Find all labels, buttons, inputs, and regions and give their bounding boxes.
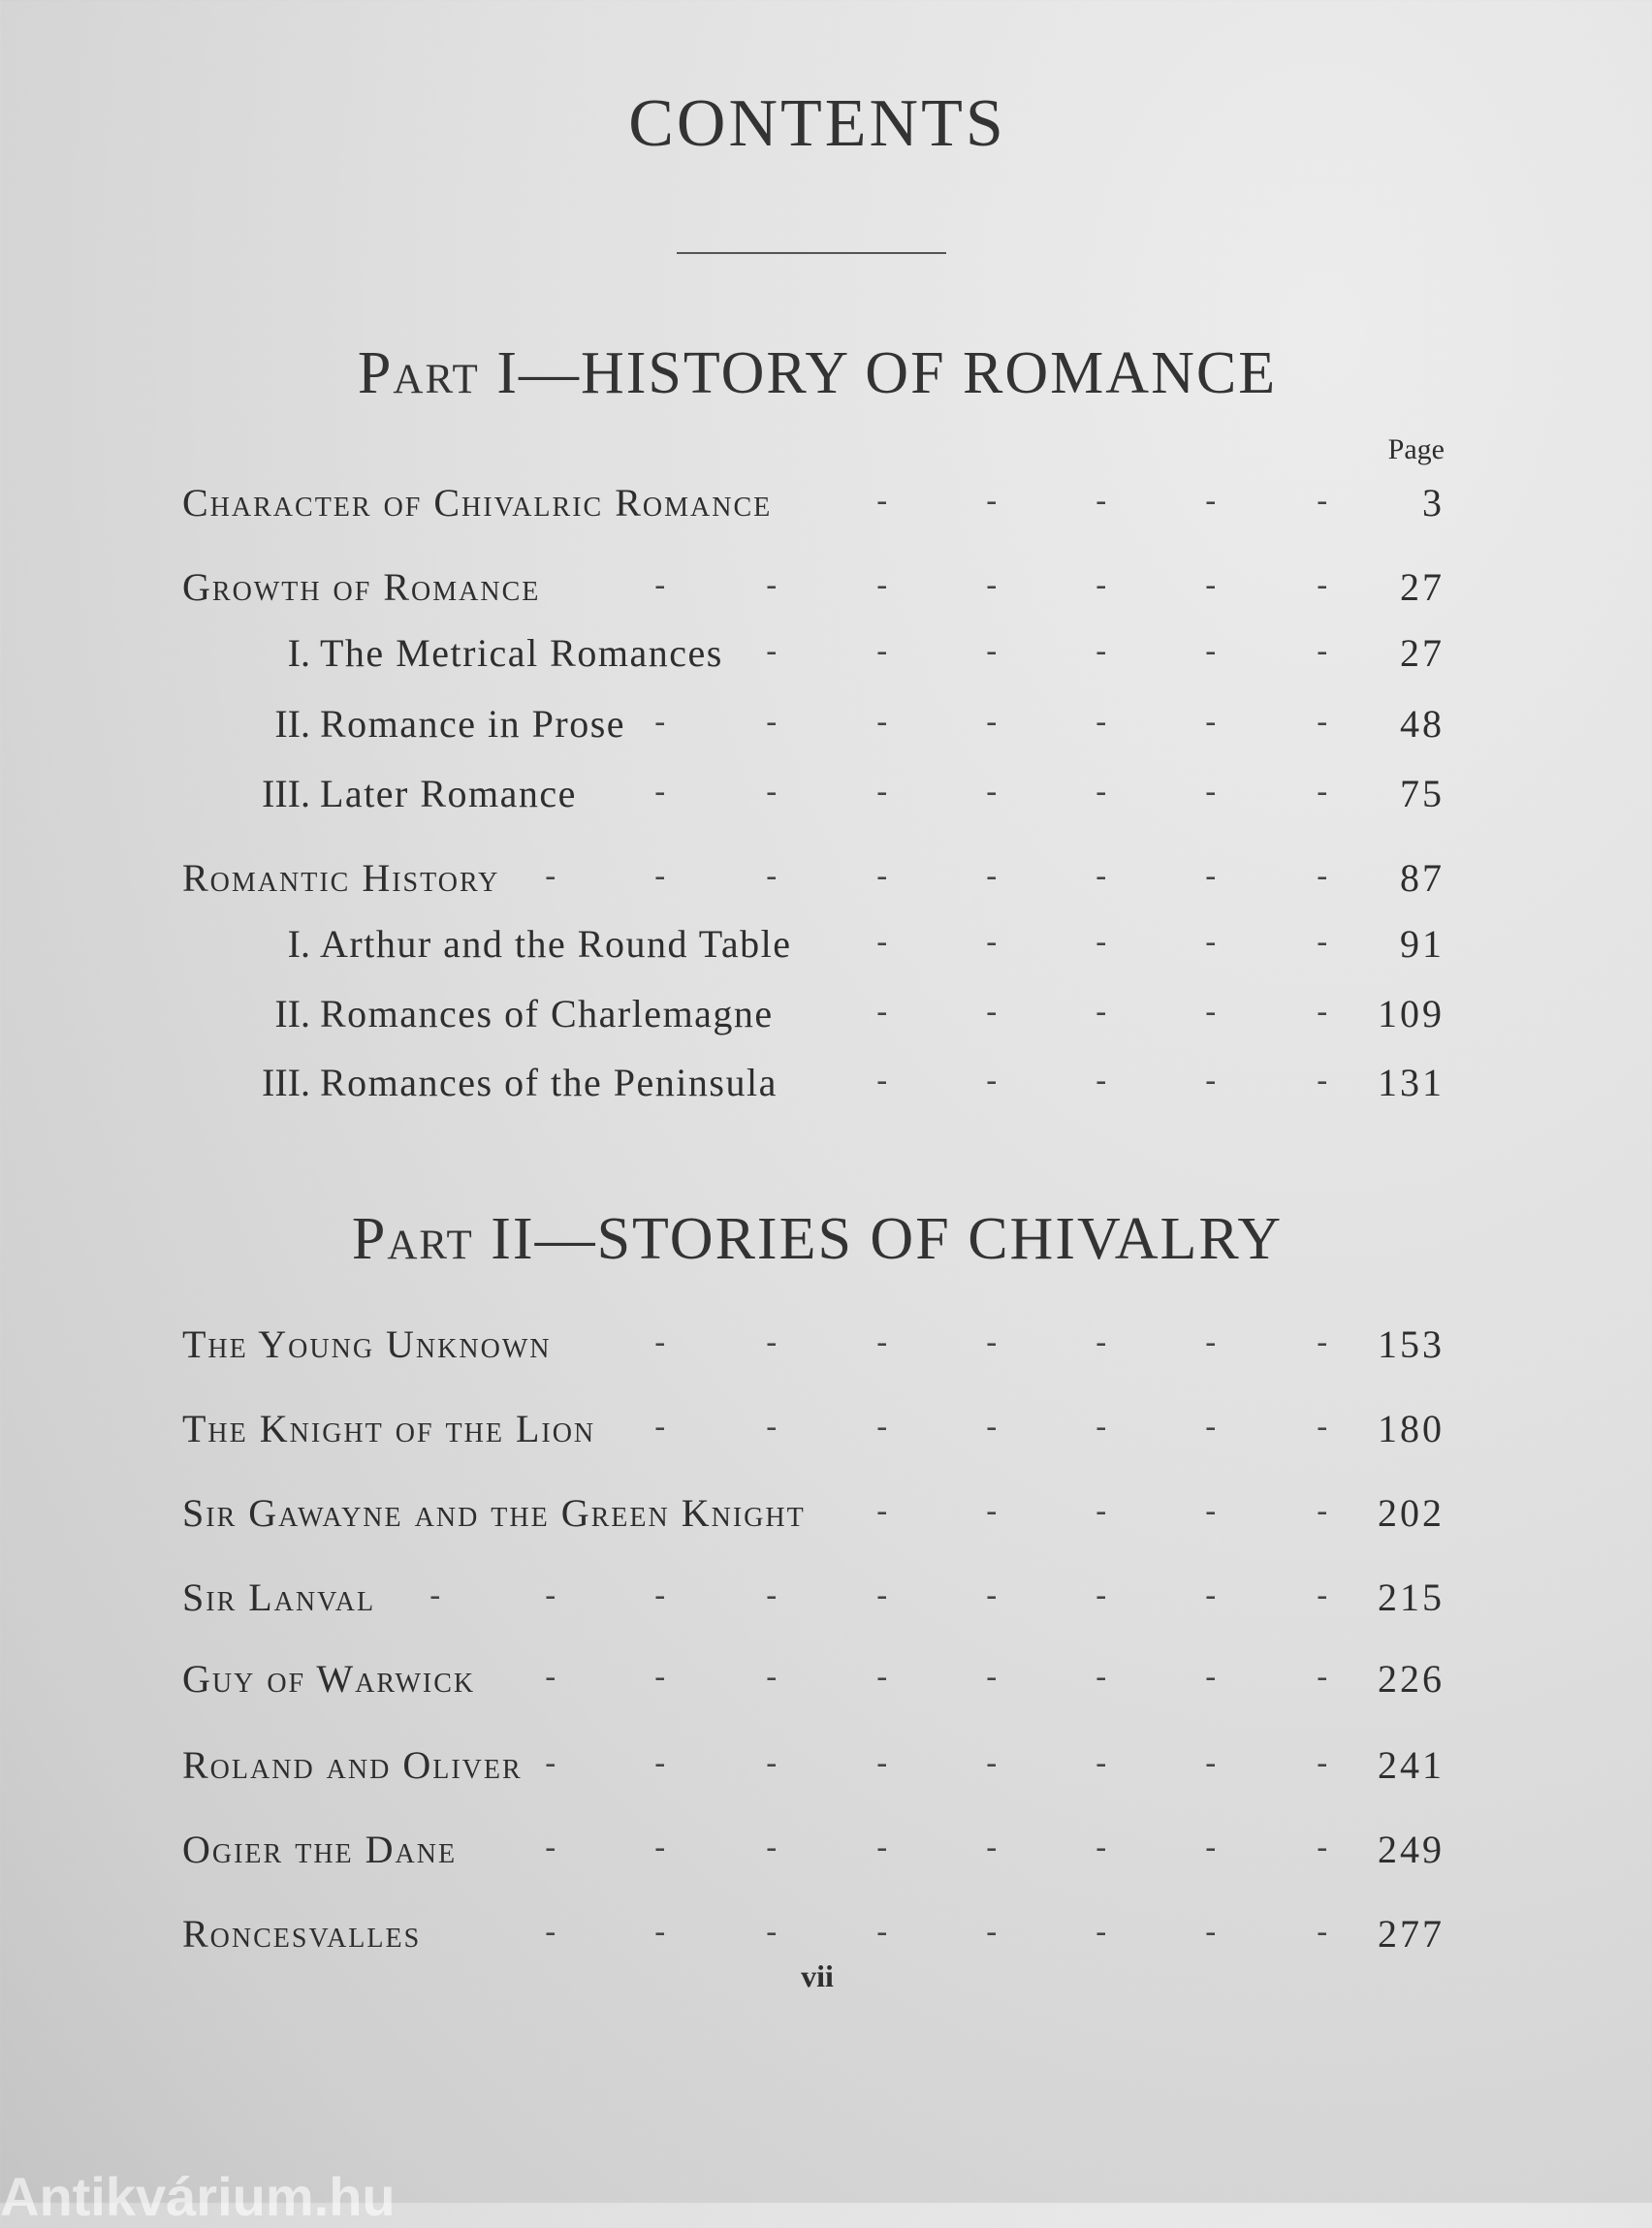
- leader-dash: -: [986, 1913, 998, 1952]
- leader-dash: -: [766, 703, 778, 742]
- leader-dash: -: [876, 993, 888, 1032]
- entry-page: 27: [1400, 565, 1445, 609]
- leader-dash: -: [545, 1744, 556, 1783]
- leader-dash: -: [1096, 1658, 1107, 1697]
- leader-dash: -: [545, 1576, 556, 1615]
- leader-dash: -: [986, 1492, 998, 1531]
- entry-title: Guy of Warwick: [182, 1657, 476, 1701]
- leader-dash: -: [1096, 1576, 1107, 1615]
- entry-page: 241: [1378, 1743, 1445, 1787]
- leader-dash: -: [1205, 923, 1217, 962]
- leader-dash: -: [1317, 1658, 1328, 1697]
- entry-page: 277: [1378, 1912, 1445, 1956]
- leader-dash: -: [876, 1408, 888, 1447]
- entry-title: Arthur and the Round Table: [320, 922, 792, 966]
- leader-dash: -: [876, 773, 888, 812]
- leader-dash: -: [986, 857, 998, 896]
- toc-entry: [0, 701, 1652, 759]
- leader-dash: -: [1205, 1913, 1217, 1952]
- entry-page: 180: [1378, 1407, 1445, 1450]
- leader-dash: -: [654, 1829, 666, 1867]
- leader-dash: -: [986, 1062, 998, 1100]
- leader-dash: -: [1096, 1408, 1107, 1447]
- toc-entry: [0, 771, 1652, 829]
- entry-numeral: III.: [262, 1061, 310, 1104]
- leader-dash: -: [766, 857, 778, 896]
- leader-dash: -: [1205, 1062, 1217, 1100]
- folio-number: vii: [801, 1958, 834, 1993]
- entry-title: Sir Lanval: [182, 1576, 376, 1619]
- leader-dash: -: [876, 1658, 888, 1697]
- leader-dash: -: [1096, 703, 1107, 742]
- toc-entry: [0, 1406, 1652, 1464]
- part-title: I—HISTORY OF ROMANCE: [479, 340, 1278, 406]
- entry-title: Sir Gawayne and the Green Knight: [182, 1491, 806, 1535]
- entry-page: 48: [1400, 702, 1445, 746]
- leader-dash: -: [654, 1744, 666, 1783]
- leader-dash: -: [654, 1658, 666, 1697]
- leader-dash: -: [876, 632, 888, 671]
- leader-dash: -: [1317, 566, 1328, 605]
- entry-page: 87: [1400, 856, 1445, 900]
- part-prefix: Part: [357, 340, 480, 406]
- leader-dash: -: [876, 923, 888, 962]
- toc-entry: [0, 991, 1652, 1049]
- leader-dash: -: [876, 1062, 888, 1100]
- leader-dash: -: [766, 1744, 778, 1783]
- entry-title: The Knight of the Lion: [182, 1407, 596, 1450]
- leader-dash: -: [1317, 1829, 1328, 1867]
- leader-dash: -: [766, 1829, 778, 1867]
- leader-dash: -: [986, 1829, 998, 1867]
- leader-dash: -: [766, 1658, 778, 1697]
- part-2-heading: [0, 1205, 1635, 1274]
- leader-dash: -: [876, 1576, 888, 1615]
- leader-dash: -: [986, 1323, 998, 1362]
- leader-dash: -: [1317, 1744, 1328, 1783]
- leader-dash: -: [1317, 1576, 1328, 1615]
- leader-dash: -: [986, 1576, 998, 1615]
- leader-dash: -: [876, 857, 888, 896]
- toc-entry: [0, 1575, 1652, 1633]
- entry-title: The Young Unknown: [182, 1322, 552, 1366]
- leader-dash: -: [1096, 1913, 1107, 1952]
- leader-dash: -: [766, 773, 778, 812]
- leader-dash: -: [766, 566, 778, 605]
- toc-entry: [0, 564, 1652, 622]
- leader-dash: -: [1317, 632, 1328, 671]
- entry-page: 75: [1400, 772, 1445, 815]
- entry-page: 3: [1422, 481, 1445, 525]
- entry-numeral: II.: [274, 702, 310, 746]
- entry-numeral: I.: [287, 922, 310, 966]
- leader-dash: -: [766, 1408, 778, 1447]
- leader-dash: -: [1096, 632, 1107, 671]
- leader-dash: -: [1096, 1062, 1107, 1100]
- entry-title: Romances of the Peninsula: [320, 1061, 778, 1104]
- leader-dash: -: [654, 703, 666, 742]
- leader-dash: -: [1317, 1062, 1328, 1100]
- leader-dash: -: [876, 1492, 888, 1531]
- leader-dash: -: [766, 1323, 778, 1362]
- toc-entry: [0, 1490, 1652, 1548]
- entry-page: 91: [1400, 922, 1445, 966]
- leader-dash: -: [986, 1408, 998, 1447]
- toc-entry: [0, 1827, 1652, 1885]
- leader-dash: -: [1205, 1829, 1217, 1867]
- leader-dash: -: [986, 993, 998, 1032]
- leader-dash: -: [545, 1658, 556, 1697]
- entry-page: 249: [1378, 1828, 1445, 1871]
- leader-dash: -: [1096, 1744, 1107, 1783]
- entry-page: 27: [1400, 631, 1445, 675]
- leader-dash: -: [1205, 1658, 1217, 1697]
- leader-dash: -: [876, 1913, 888, 1952]
- leader-dash: -: [986, 1744, 998, 1783]
- leader-dash: -: [545, 1829, 556, 1867]
- leader-dash: -: [429, 1576, 441, 1615]
- toc-entry: [0, 630, 1652, 688]
- toc-entry: [0, 1656, 1652, 1714]
- leader-dash: -: [1205, 1576, 1217, 1615]
- leader-dash: -: [1317, 1408, 1328, 1447]
- leader-dash: -: [766, 1576, 778, 1615]
- entry-numeral: I.: [287, 631, 310, 675]
- toc-entry: [0, 855, 1652, 913]
- entry-title: Ogier the Dane: [182, 1828, 458, 1871]
- toc-entry: [0, 480, 1652, 538]
- leader-dash: -: [1205, 703, 1217, 742]
- toc-entry: [0, 921, 1652, 979]
- leader-dash: -: [1096, 1829, 1107, 1867]
- entry-page: 153: [1378, 1322, 1445, 1366]
- leader-dash: -: [1096, 773, 1107, 812]
- leader-dash: -: [1205, 1323, 1217, 1362]
- leader-dash: -: [986, 566, 998, 605]
- page-title: CONTENTS: [628, 86, 1006, 161]
- part-1-heading: [0, 339, 1635, 408]
- leader-dash: -: [1317, 1492, 1328, 1531]
- leader-dash: -: [545, 1913, 556, 1952]
- leader-dash: -: [876, 1744, 888, 1783]
- entry-title: Romances of Charlemagne: [320, 992, 774, 1035]
- leader-dash: -: [1317, 993, 1328, 1032]
- entry-numeral: III.: [262, 772, 310, 815]
- page-column-label: Page: [1387, 433, 1445, 465]
- leader-dash: -: [1205, 773, 1217, 812]
- entry-title: Character of Chivalric Romance: [182, 481, 773, 525]
- toc-entry: [0, 1742, 1652, 1800]
- entry-numeral: II.: [274, 992, 310, 1035]
- leader-dash: -: [876, 1323, 888, 1362]
- entry-title: Roncesvalles: [182, 1912, 422, 1956]
- entry-title: The Metrical Romances: [320, 631, 723, 675]
- leader-dash: -: [766, 1913, 778, 1952]
- leader-dash: -: [654, 1408, 666, 1447]
- leader-dash: -: [1205, 1744, 1217, 1783]
- leader-dash: -: [1205, 566, 1217, 605]
- divider: [677, 252, 946, 254]
- entry-page: 109: [1378, 992, 1445, 1035]
- leader-dash: -: [1205, 1408, 1217, 1447]
- leader-dash: -: [1205, 482, 1217, 521]
- leader-dash: -: [654, 773, 666, 812]
- entry-title: Romance in Prose: [320, 702, 626, 746]
- leader-dash: -: [986, 1658, 998, 1697]
- leader-dash: -: [1205, 1492, 1217, 1531]
- entry-page: 202: [1378, 1491, 1445, 1535]
- entry-title: Roland and Oliver: [182, 1743, 523, 1787]
- leader-dash: -: [1096, 1323, 1107, 1362]
- leader-dash: -: [986, 773, 998, 812]
- entry-title: Romantic History: [182, 856, 500, 900]
- entry-page: 215: [1378, 1576, 1445, 1619]
- leader-dash: -: [986, 632, 998, 671]
- entry-title: Growth of Romance: [182, 565, 541, 609]
- leader-dash: -: [1096, 993, 1107, 1032]
- leader-dash: -: [1205, 632, 1217, 671]
- leader-dash: -: [1317, 1323, 1328, 1362]
- leader-dash: -: [1096, 1492, 1107, 1531]
- leader-dash: -: [1317, 703, 1328, 742]
- leader-dash: -: [1096, 923, 1107, 962]
- leader-dash: -: [986, 703, 998, 742]
- leader-dash: -: [876, 566, 888, 605]
- toc-entry: [0, 1321, 1652, 1380]
- leader-dash: -: [1317, 857, 1328, 896]
- entry-title: Later Romance: [320, 772, 577, 815]
- leader-dash: -: [986, 923, 998, 962]
- watermark: Antikvárium.hu: [0, 2166, 396, 2227]
- part-prefix: Part: [351, 1206, 474, 1272]
- entry-page: 226: [1378, 1657, 1445, 1701]
- leader-dash: -: [654, 1913, 666, 1952]
- leader-dash: -: [654, 566, 666, 605]
- leader-dash: -: [766, 632, 778, 671]
- leader-dash: -: [1317, 482, 1328, 521]
- leader-dash: -: [1317, 923, 1328, 962]
- leader-dash: -: [1317, 773, 1328, 812]
- leader-dash: -: [1205, 993, 1217, 1032]
- leader-dash: -: [1096, 857, 1107, 896]
- entry-page: 131: [1378, 1061, 1445, 1104]
- leader-dash: -: [876, 482, 888, 521]
- leader-dash: -: [986, 482, 998, 521]
- toc-entry: [0, 1060, 1652, 1118]
- leader-dash: -: [654, 1323, 666, 1362]
- leader-dash: -: [1096, 566, 1107, 605]
- leader-dash: -: [876, 1829, 888, 1867]
- leader-dash: -: [876, 703, 888, 742]
- leader-dash: -: [1096, 482, 1107, 521]
- part-title: II—STORIES OF CHIVALRY: [473, 1206, 1284, 1272]
- leader-dash: -: [1205, 857, 1217, 896]
- leader-dash: -: [1317, 1913, 1328, 1952]
- leader-dash: -: [545, 857, 556, 896]
- leader-dash: -: [654, 1576, 666, 1615]
- leader-dash: -: [654, 857, 666, 896]
